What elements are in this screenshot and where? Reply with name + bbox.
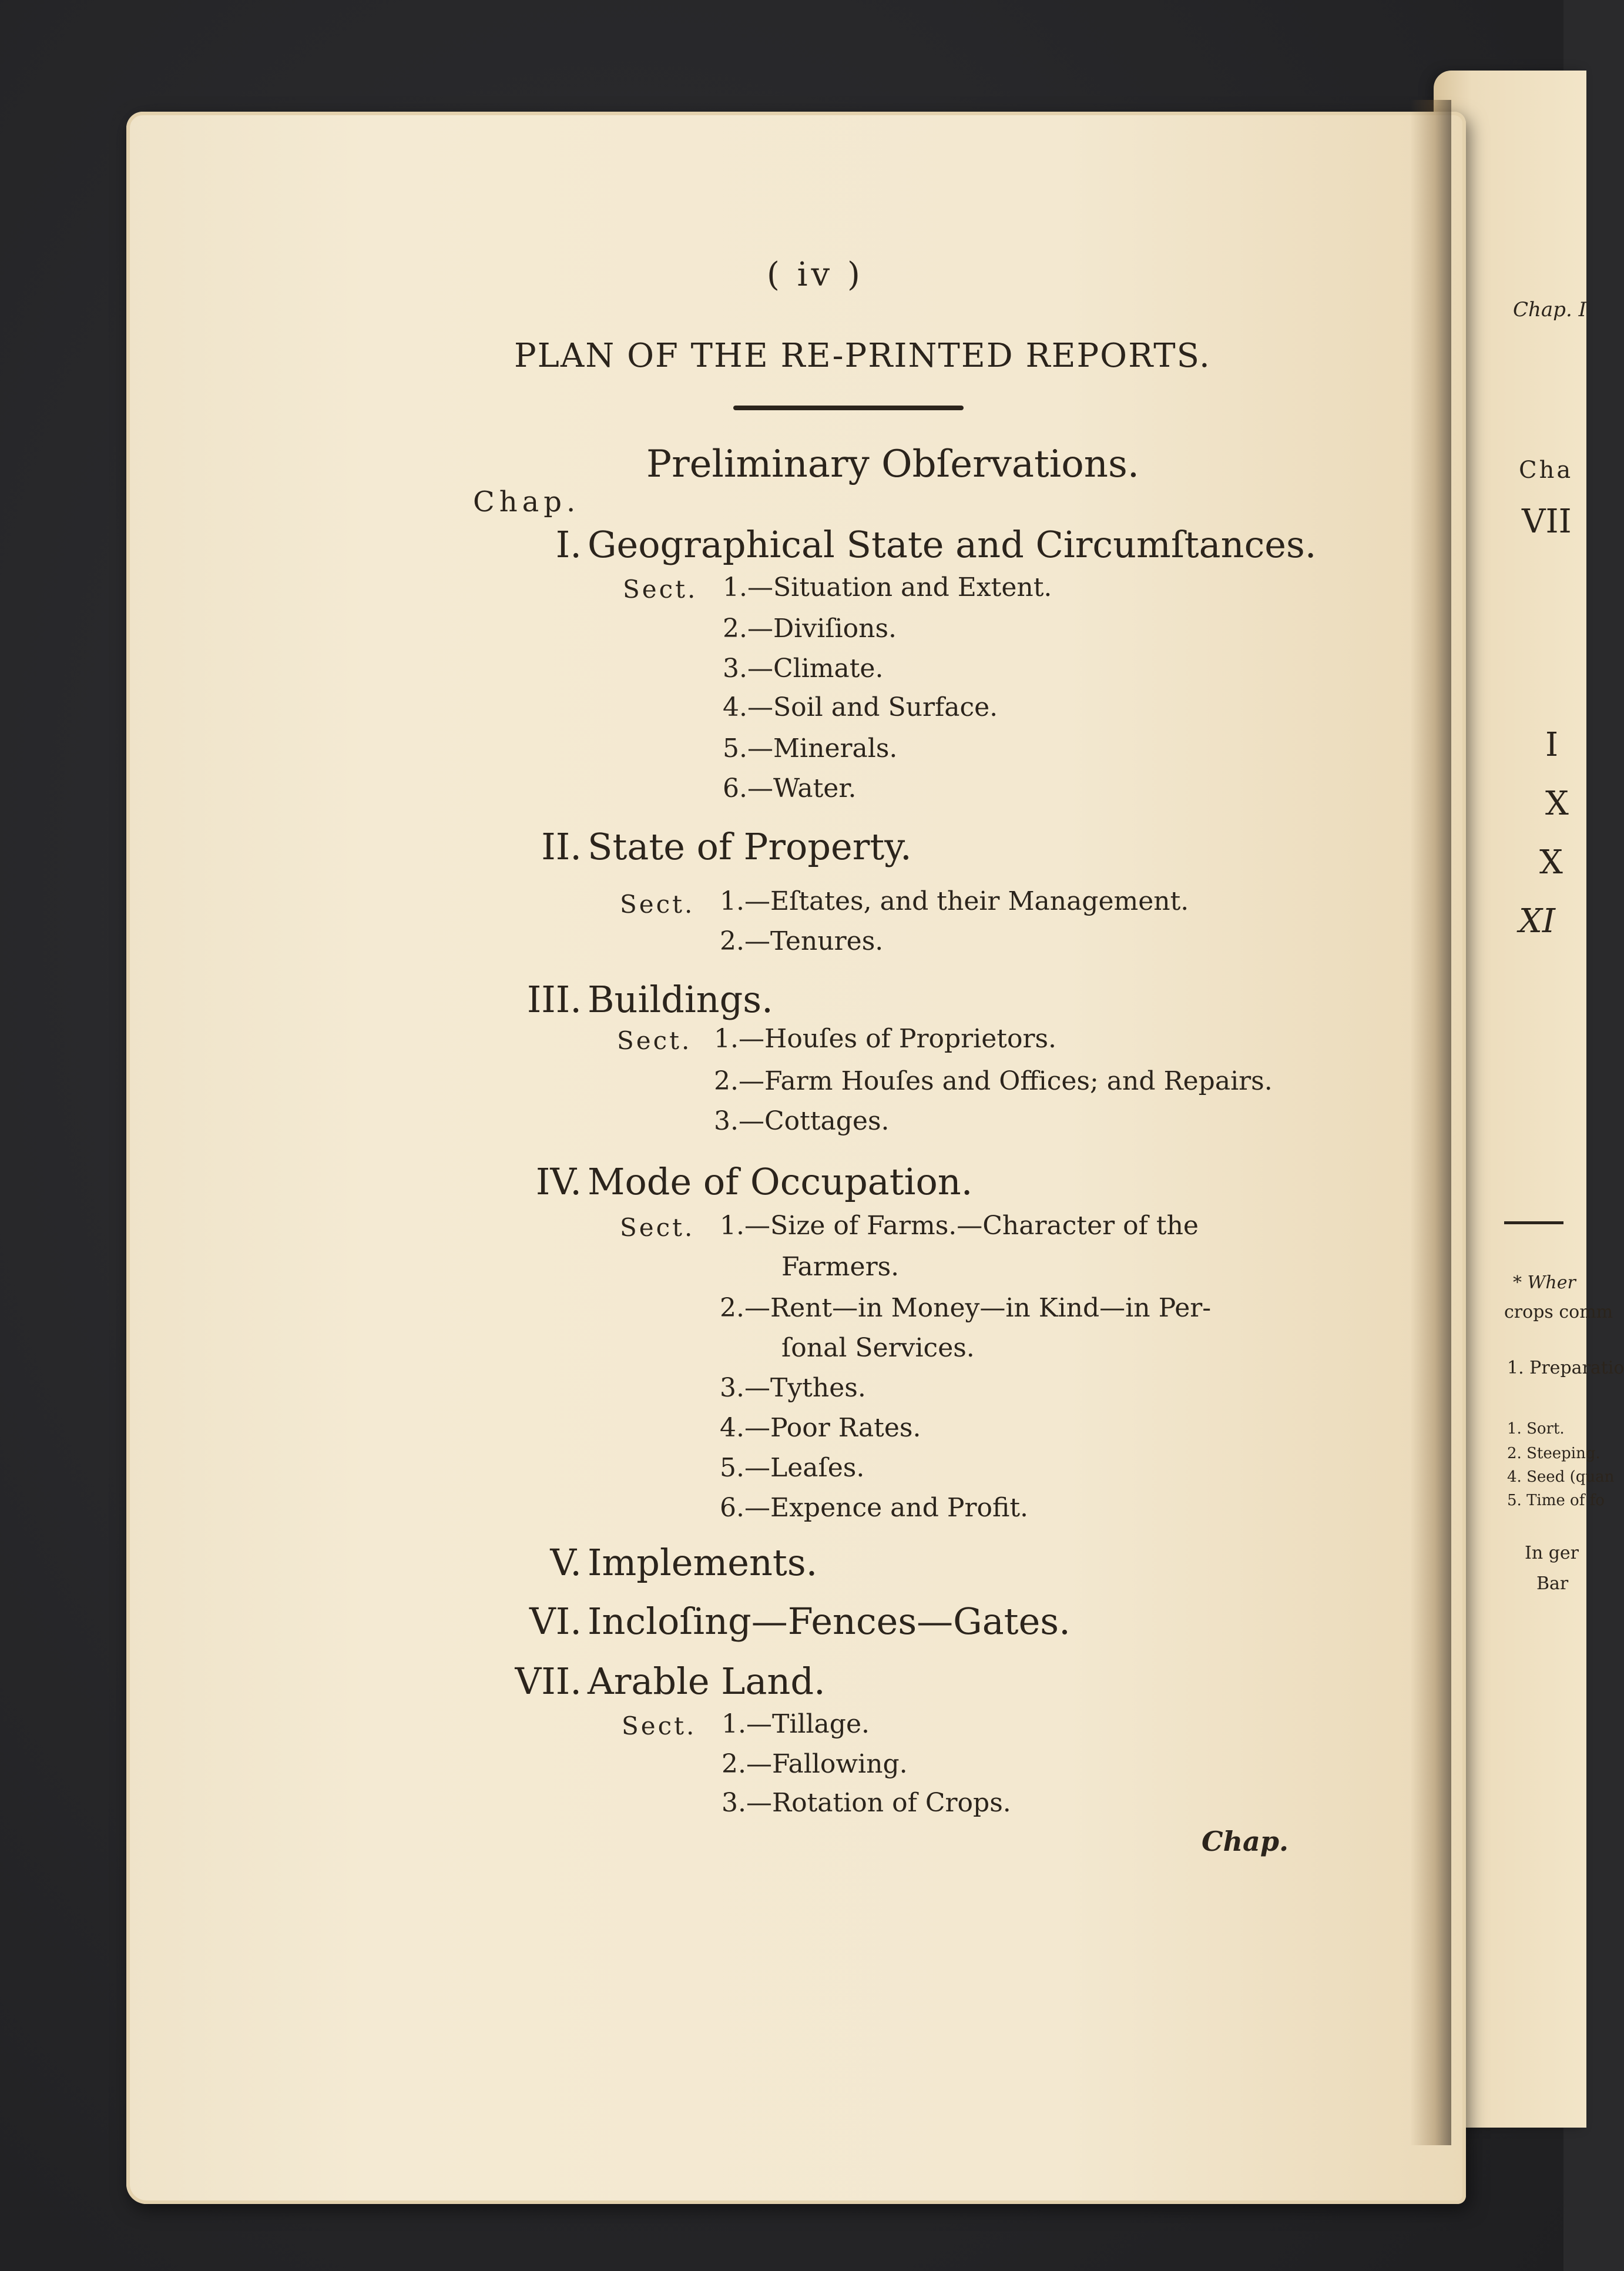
adjacent-footnote-line: 2. Steeping. [1507, 1445, 1600, 1462]
book-page [126, 112, 1466, 2204]
sect-label: Sect. [623, 575, 698, 604]
chapter-number: II. [541, 825, 582, 868]
chap-column-label: Chap. [473, 485, 581, 518]
chapter-number: I. [555, 523, 582, 566]
chapter-number: VII. [515, 1660, 582, 1703]
preliminary-observations: Preliminary Obſervations. [646, 443, 1140, 486]
chapter-number: V. [550, 1541, 582, 1584]
adjacent-footnote-line: * Wher [1513, 1272, 1576, 1293]
chapter-title: Buildings. [588, 978, 773, 1021]
adjacent-footnote-line: Bar [1536, 1573, 1569, 1594]
adjacent-numeral: XI [1519, 902, 1555, 940]
book-gutter [1410, 100, 1451, 2145]
chapter-title: Mode of Occupation. [588, 1160, 973, 1203]
adjacent-footnote-line: 1. Preparatio [1507, 1358, 1624, 1378]
adjacent-numeral: X [1539, 843, 1563, 882]
adjacent-numeral: VII [1522, 503, 1572, 541]
section-entry: 2.—Farm Houſes and Offices; and Repairs. [714, 1066, 1273, 1096]
section-entry: 6.—Water. [723, 773, 857, 803]
section-entry: 3.—Climate. [723, 654, 884, 684]
page-number: ( iv ) [767, 256, 864, 294]
chapter-number: III. [526, 978, 582, 1021]
section-entry: 5.—Leaſes. [720, 1453, 865, 1483]
sect-label: Sect. [617, 1026, 692, 1055]
sect-label: Sect. [620, 1213, 695, 1242]
section-entry: Farmers. [781, 1252, 900, 1282]
chapter-title: Arable Land. [588, 1660, 826, 1703]
section-entry: 1.—Situation and Extent. [723, 572, 1052, 602]
section-entry: 3.—Tythes. [720, 1373, 866, 1403]
adjacent-chap: Cha [1519, 457, 1573, 484]
section-entry: 4.—Soil and Surface. [723, 692, 998, 722]
section-entry: 3.—Rotation of Crops. [722, 1788, 1011, 1818]
catchword: Chap. [1202, 1825, 1289, 1857]
section-entry: 1.—Houſes of Proprietors. [714, 1024, 1057, 1054]
adjacent-footnote-line: 1. Sort. [1507, 1420, 1565, 1438]
section-entry: 2.—Rent—in Money—in Kind—in Per- [720, 1293, 1212, 1323]
section-entry: 1.—Tillage. [722, 1709, 870, 1739]
section-entry: 4.—Poor Rates. [720, 1413, 921, 1443]
chapter-number: IV. [535, 1160, 582, 1203]
adjacent-numeral: I [1545, 726, 1559, 764]
chapter-number: VI. [529, 1600, 582, 1643]
section-entry: 2.—Fallowing. [722, 1749, 908, 1779]
section-entry: 3.—Cottages. [714, 1106, 890, 1136]
adjacent-footnote-line: 5. Time of fo [1507, 1492, 1605, 1509]
section-entry: 2.—Tenures. [720, 926, 884, 956]
adjacent-footnote-line: In ger [1525, 1543, 1579, 1563]
section-entry: 5.—Minerals. [723, 733, 898, 763]
adjacent-header: Chap. I [1513, 298, 1586, 321]
section-entry: 6.—Expence and Profit. [720, 1493, 1028, 1523]
sect-label: Sect. [622, 1711, 697, 1740]
sect-label: Sect. [620, 890, 695, 919]
adjacent-footnote-line: crops comm [1504, 1302, 1613, 1322]
chapter-title: Geographical State and Circumſtances. [588, 523, 1317, 566]
adjacent-rule [1504, 1221, 1563, 1224]
adjacent-numeral: X [1545, 785, 1569, 823]
section-entry: ſonal Services. [781, 1333, 975, 1363]
section-entry: 1.—Size of Farms.—Character of the [720, 1211, 1199, 1241]
chapter-title: Implements. [588, 1541, 818, 1584]
section-entry: 1.—Eſtates, and their Management. [720, 886, 1189, 916]
chapter-title: State of Property. [588, 825, 912, 868]
heading-rule [733, 406, 964, 410]
chapter-title: Incloſing—Fences—Gates. [588, 1600, 1071, 1643]
adjacent-footnote-line: 4. Seed (quan [1507, 1468, 1615, 1486]
page-heading: PLAN OF THE RE-PRINTED REPORTS. [514, 337, 1211, 375]
section-entry: 2.—Diviſions. [723, 614, 897, 644]
